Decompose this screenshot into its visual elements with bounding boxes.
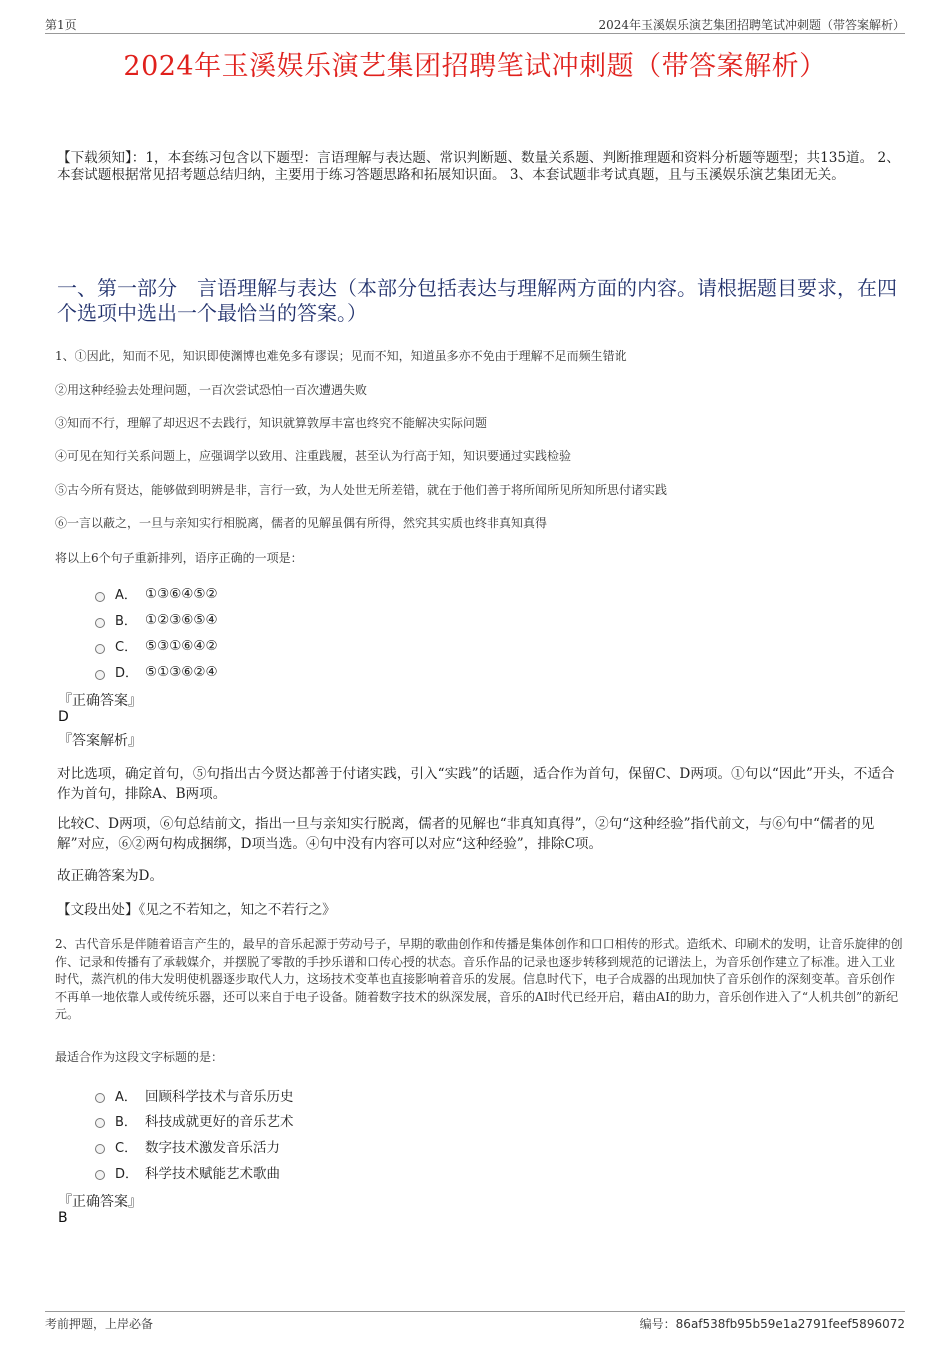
q1-option-c[interactable]: [95, 636, 218, 655]
download-notice: 【下载须知】：1，本套练习包含以下题型：言语理解与表达题、常识判断题、数量关系题、判断推理题和资料分析题等题型；共135道。 2、本套试题根据常见招考题总结归纳，主要用于练习答题思路和拓展知识面。 3、本套试题非考试真题，且与玉溪娱乐演艺集团无关。: [57, 150, 900, 183]
q2-answer: B: [58, 1210, 68, 1226]
radio-icon[interactable]: [95, 1118, 105, 1128]
q1-option-b[interactable]: [95, 610, 218, 629]
q1-line-4: ④可见在知行关系问题上，应强调学以致用、注重践履，甚至认为行高于知，知识要通过实践检验: [55, 449, 572, 463]
q1-line-6: ⑥一言以蔽之，一旦与亲知实行相脱离，儒者的见解虽偶有所得，然究其实质也终非真知真得: [55, 516, 548, 530]
q1-answer: D: [58, 709, 69, 725]
page-title: 2024年玉溪娱乐演艺集团招聘笔试冲刺题（带答案解析）: [123, 51, 827, 82]
option-text: 回顾科学技术与音乐历史: [145, 1089, 294, 1105]
option-text: ⑤①③⑥②④: [145, 663, 218, 680]
option-key: C．: [115, 1140, 138, 1156]
radio-icon[interactable]: [95, 1093, 105, 1103]
q2-answer-label: 『正确答案』: [58, 1194, 142, 1210]
option-text: 数字技术激发音乐活力: [145, 1140, 280, 1156]
q1-answer-label: 『正确答案』: [58, 693, 142, 709]
option-text: ①②③⑥⑤④: [145, 611, 218, 628]
option-text: 科学技术赋能艺术歌曲: [145, 1166, 280, 1182]
radio-icon[interactable]: [95, 1144, 105, 1154]
q2-passage: 2、古代音乐是伴随着语言产生的，最早的音乐起源于劳动号子，早期的歌曲创作和传播是集体创作和口口相传的形式。造纸术、印刷术的发明，让音乐旋律的创作、记录和传播有了承载媒介，并摆脱了零散的手抄乐谱和口传心授的状态。音乐作品的记录也逐步转移到规范的记谱法上，为音乐创作建立了标准。进入工业时代，蒸汽机的伟大发明使机器逐步取代人力，这场技术变革也直接影响着音乐的发展。信息时代下，电子合成器的出现加快了音乐创作的深刻变革。音乐创作不再单一地依靠人或传统乐器，还可以来自于电子设备。随着数字技术的纵深发展，音乐的AI时代已经开启，藉由AI的助力，音乐创作进入了“人机共创”的新纪元。: [55, 937, 903, 1021]
option-key: D．: [115, 666, 139, 681]
radio-icon[interactable]: [95, 592, 105, 602]
option-key: A．: [115, 1089, 137, 1105]
q2-option-a[interactable]: [95, 1085, 294, 1105]
q2-option-b[interactable]: [95, 1110, 294, 1130]
option-key: C．: [115, 640, 138, 655]
q1-line-1: 1、①因此，知而不见，知识即使渊博也难免多有谬误；见而不知，知道虽多亦不免由于理解不足而频生错讹: [55, 349, 627, 363]
option-key: D．: [115, 1166, 139, 1182]
q2-option-d[interactable]: [95, 1162, 280, 1182]
footer-slogan: 考前押题，上岸必备: [45, 1317, 154, 1331]
q1-line-5: ⑤古今所有贤达，能够做到明辨是非，言行一致，为人处世无所差错，就在于他们善于将所闻所见所知所思付诸实践: [55, 483, 668, 497]
q1-line-2: ②用这种经验去处理问题，一百次尝试恐怕一百次遭遇失败: [55, 383, 368, 397]
option-text: ⑤③①⑥④②: [145, 637, 218, 654]
footer-divider: [45, 1311, 905, 1312]
page-number: 第1页: [45, 18, 77, 32]
q1-analysis-para-3: 故正确答案为D。: [57, 868, 164, 884]
q1-line-3: ③知而不行，理解了却迟迟不去践行，知识就算敦厚丰富也终究不能解决实际问题: [55, 416, 488, 430]
q1-source: 【文段出处】《见之不若知之，知之不若行之》: [57, 902, 336, 918]
q1-option-d[interactable]: [95, 662, 218, 681]
q1-analysis-para-2: 比较C、D两项，⑥句总结前文，指出一旦与亲知实行脱离，儒者的见解也“非真知真得”，②句“这种经验”指代前文，与⑥句中“儒者的见解”对应，⑥②两句构成捆绑，D项当选。④句中没有内容可以对应“这种经验”，排除C项。: [57, 816, 875, 852]
q2-prompt: 最适合作为这段文字标题的是：: [55, 1050, 224, 1064]
q1-option-a[interactable]: [95, 584, 218, 603]
radio-icon[interactable]: [95, 670, 105, 680]
q1-analysis-para-1: 对比选项，确定首句，⑤句指出古今贤达都善于付诸实践，引入“实践”的话题，适合作为首句，保留C、D两项。①句以“因此”开头，不适合作为首句，排除A、B两项。: [57, 766, 895, 802]
option-key: A．: [115, 588, 137, 603]
section-heading: 一、第一部分 言语理解与表达（本部分包括表达与理解两方面的内容。请根据题目要求，在四个选项中选出一个最恰当的答案。）: [57, 276, 897, 325]
footer-doc-id: 编号：86af538fb95b59e1a2791feef5896072: [639, 1317, 905, 1331]
q2-option-c[interactable]: [95, 1136, 280, 1156]
radio-icon[interactable]: [95, 618, 105, 628]
header-divider: [45, 33, 905, 34]
option-text: 科技成就更好的音乐艺术: [145, 1114, 294, 1130]
option-key: B．: [115, 1114, 137, 1130]
running-title: 2024年玉溪娱乐演艺集团招聘笔试冲刺题（带答案解析）: [598, 18, 905, 32]
q1-prompt: 将以上6个句子重新排列，语序正确的一项是：: [55, 551, 303, 565]
option-text: ①③⑥④⑤②: [145, 585, 218, 602]
q1-analysis-label: 『答案解析』: [58, 733, 142, 749]
option-key: B．: [115, 614, 137, 629]
radio-icon[interactable]: [95, 644, 105, 654]
radio-icon[interactable]: [95, 1170, 105, 1180]
